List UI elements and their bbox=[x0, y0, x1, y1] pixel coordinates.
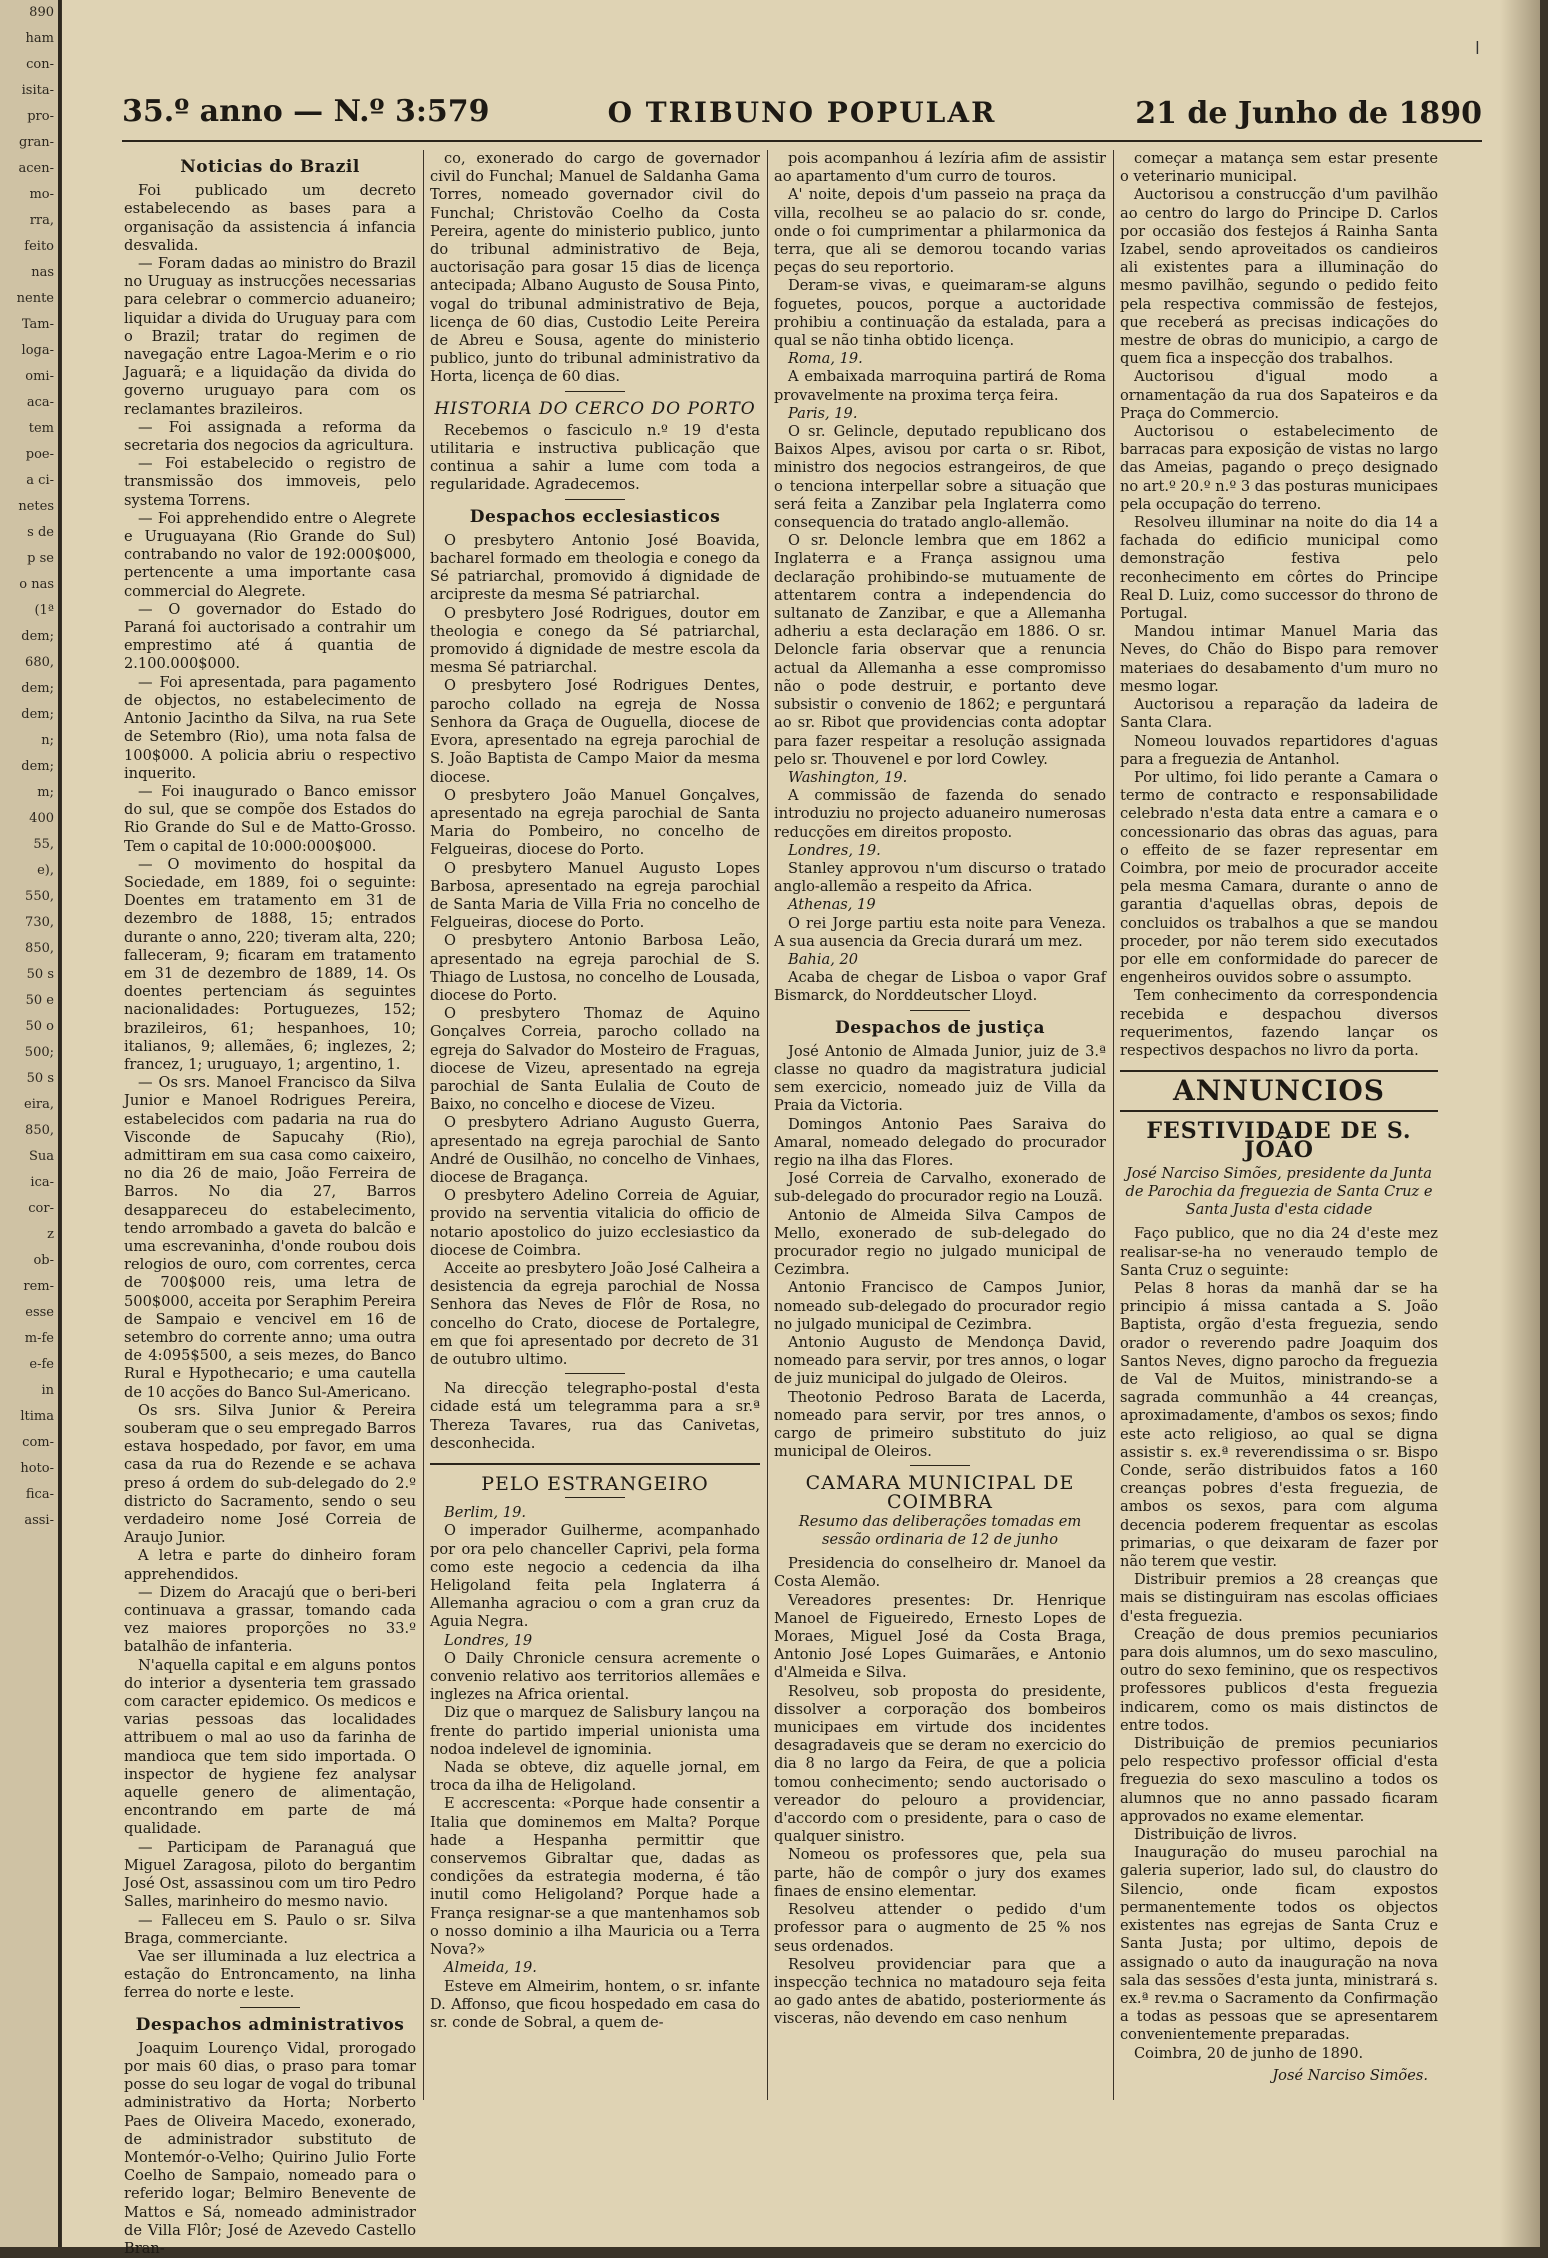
strip-fragment: a ci- bbox=[26, 473, 54, 488]
divider bbox=[565, 1497, 625, 1498]
article-body bbox=[774, 150, 1106, 350]
strip-fragment: netes bbox=[18, 499, 54, 514]
dateline: Roma, 19. bbox=[788, 350, 863, 368]
paragraph: Nada se obteve, diz aquelle jornal, em troca da ilha de Heligoland. bbox=[430, 1759, 760, 1795]
paragraph: O presbytero Antonio Barbosa Leão, apresentado na egreja parochial de S. Thiago de Lustosa, no concelho de Lousada, diocese do Porto. bbox=[430, 932, 760, 1004]
paragraph: Deram-se vivas, e queimaram-se alguns foguetes, poucos, porque a auctoridade prohibiu a continuação da estalada, para a qual se não tinha obtido licença. bbox=[774, 277, 1106, 350]
paragraph: — Foi inaugurado o Banco emissor do sul, que se compõe dos Estados do Rio Grande do Sul e de Matto-Grosso. Tem o capital de 10:000:000$000. bbox=[124, 782, 416, 855]
ink-mark-icon: ǀ bbox=[1474, 38, 1480, 59]
strip-fragment: o nas bbox=[19, 577, 54, 592]
paragraph: — O movimento do hospital da Sociedade, em 1889, foi o seguinte: Doentes em tratamento em 31 de dezembro de 1888, 15; entrados durante o anno, 220; tiveram alta, 220; falleceram, 9; ficaram em tratamento em 31 de dezembro de 1889, 14. Os doentes pertenciam ás seguintes nacionalidades: Portuguezes, 152; brazileiros, 61; hespanhoes, 10; italianos, 9; allemães, 6; inglezes, 2; francez, 1; uruguayo, 1; argentino, 1. bbox=[124, 855, 416, 1073]
strip-fragment: dem; bbox=[21, 629, 54, 644]
paragraph: Auctorisou o estabelecimento de barracas para exposição de vistas no largo das Ameias, pagando o preço designado no art.º 20.º n.º 3 das posturas municipaes pela occupação do terreno. bbox=[1120, 423, 1438, 513]
strip-fragment: fica- bbox=[25, 1487, 54, 1502]
paragraph: José Antonio de Almada Junior, juiz de 3.ª classe no quadro da magistratura judicial sem exercicio, nomeado juiz de Villa da Praia da Victoria. bbox=[774, 1042, 1106, 1115]
paragraph: Auctorisou a reparação da ladeira de Santa Clara. bbox=[1120, 696, 1438, 732]
paragraph: Resolveu illuminar na noite do dia 14 a fachada do edificio municipal como demonstração festiva pelo reconhecimento em côrtes do Principe Real D. Luiz, como successor do throno de Portugal. bbox=[1120, 514, 1438, 623]
article-body bbox=[430, 1650, 760, 1959]
strip-fragment: nas bbox=[31, 265, 54, 280]
paragraph: Inauguração do museu parochial na galeria superior, lado sul, do claustro do Silencio, onde ficam expostos permanentemente todos os objectos existentes nas egrejas de Santa Cruz e Santa Justa; por ultimo, depois de assignado o auto da inauguração na nova sala das sessões d'esta junta, ministrará s. ex.ª rev.ma o Sacramento da Confirmação a todas as pessoas que se apresentarem convenientemente preparadas. bbox=[1120, 1844, 1438, 2044]
paragraph: — Foram dadas ao ministro do Brazil no Uruguay as instrucções necessarias para celebrar o commercio aduaneiro; liquidar a divida do Uruguay para com o Brazil; tratar do regimen de navegação entre Lagoa-Merim e o rio Jaguarã; e a liquidação da divida do governo uruguayo para com os reclamantes brazileiros. bbox=[124, 255, 416, 418]
paragraph: Na direcção telegrapho-postal d'esta cidade está um telegramma para a sr.ª Thereza Tavares, rua das Canivetas, desconhecida. bbox=[430, 1380, 760, 1452]
paragraph: — Participam de Paranaguá que Miguel Zaragosa, piloto do bergantim José Ost, assassinou com um tiro Pedro Salles, marinheiro do mesmo navio. bbox=[124, 1838, 416, 1911]
strip-fragment: e-fe bbox=[29, 1357, 54, 1372]
paragraph: Distribuir premios a 28 creanças que mais se distinguiram nas escolas officiaes d'esta freguezia. bbox=[1120, 1571, 1438, 1625]
column-4 bbox=[1120, 150, 1438, 2085]
strip-fragment: 550, bbox=[25, 889, 54, 904]
paragraph: Mandou intimar Manuel Maria das Neves, do Chão do Bispo para remover materiaes do desabamento d'um muro no mesmo logar. bbox=[1120, 623, 1438, 695]
paragraph: — Dizem do Aracajú que o beri-beri continuava a grassar, tomando cada vez maiores proporções no 33.º batalhão de infanteria. bbox=[124, 1583, 416, 1656]
strip-fragment: dem; bbox=[21, 707, 54, 722]
strip-fragment: Sua bbox=[28, 1149, 54, 1164]
column-divider bbox=[767, 150, 768, 2100]
place-date: Coimbra, 20 de junho de 1890. bbox=[1134, 2044, 1364, 2062]
section-heading: Despachos ecclesiasticos bbox=[469, 506, 721, 527]
paragraph: Foi publicado um decreto estabelecendo as bases para a organisação da assistencia á infancia desvalida. bbox=[124, 182, 416, 254]
article-body bbox=[430, 422, 760, 495]
paragraph: O rei Jorge partiu esta noite para Veneza. A sua ausencia da Grecia durará um mez. bbox=[774, 914, 1106, 950]
dateline: Berlim, 19. bbox=[444, 1504, 526, 1522]
paragraph: co, exonerado do cargo de governador civil do Funchal; Manuel de Saldanha Gama Torres, nomeado governador civil do Funchal; Christovão Coelho da Costa Pereira, agente do ministerio publico, junto do tribunal administrativo de Beja, auctorisação para gosar 15 dias de licença antecipada; Albano Augusto de Sousa Pinto, vogal do tribunal administrativo de Beja, licença de 60 dias, Custodio Leite Pereira de Abreu e Sousa, agente do ministerio publico, junto do tribunal administrativo da Horta, licença de 60 dias. bbox=[430, 150, 760, 386]
strip-fragment: 890 bbox=[29, 5, 54, 20]
strip-fragment: 730, bbox=[25, 915, 54, 930]
strip-fragment: isita- bbox=[21, 83, 54, 98]
paragraph: — O governador do Estado do Paraná foi auctorisado a contrahir um emprestimo até á quantia de 2.100.000$000. bbox=[124, 600, 416, 673]
paragraph: O presbytero João Manuel Gonçalves, apresentado na egreja parochial de Santa Maria do Pombeiro, no concelho de Felgueiras, diocese do Porto. bbox=[430, 786, 760, 859]
section-heading: PELO ESTRANGEIRO bbox=[481, 1473, 709, 1496]
strip-fragment: ham bbox=[25, 31, 54, 46]
strip-fragment: e), bbox=[37, 863, 54, 878]
strip-fragment: tem bbox=[28, 421, 54, 436]
issue-number: 35.º anno — N.º 3:579 bbox=[122, 94, 490, 129]
paragraph: O imperador Guilherme, acompanhado por ora pelo chanceller Caprivi, pela forma como este negocio a cedencia da ilha Heligoland feita pela Inglaterra á Allemanha agraciou o com a gran cruz da Aguia Negra. bbox=[430, 1522, 760, 1631]
strip-fragment: 50 s bbox=[26, 1071, 54, 1086]
dateline: Bahia, 20 bbox=[788, 950, 859, 968]
section-heading: Despachos administrativos bbox=[135, 2014, 405, 2035]
strip-fragment: Tam- bbox=[21, 317, 54, 332]
divider bbox=[910, 1010, 970, 1011]
paragraph: O sr. Deloncle lembra que em 1862 a Inglaterra e a França assignou uma declaração prohibindo-se mutuamente de attentarem contra a independencia do sultanato de Zanzibar, e que a Allemanha adheriu a esta declaração em 1886. O sr. Deloncle faria observar que a renuncia actual da Allemanha a esse compromisso não o pode destruir, e portanto deve subsistir o convenio de 1862; e perguntará ao sr. Ribot que providencias conta adoptar para fazer respeitar a resolução assignada pelo sr. Thouvenel e por lord Cowley. bbox=[774, 532, 1106, 768]
paragraph: Auctorisou d'igual modo a ornamentação da rua dos Sapateiros e da Praça do Commercio. bbox=[1120, 368, 1438, 422]
paragraph: E accrescenta: «Porque hade consentir a Italia que dominemos em Malta? Porque hade a Hespanha permittir que conservemos Gibraltar que, dadas as condições da estrategia moderna, é tão inutil como Heligoland? Porque hade a França resignar-se a que mantenhamos sob o nosso dominio a ilha Mauricia ou a Terra Nova?» bbox=[430, 1795, 760, 1959]
paragraph: Recebemos o fasciculo n.º 19 d'esta utilitaria e instructiva publicação que continua a sahir a lume com toda a regularidade. Agradecemos. bbox=[430, 421, 760, 494]
strip-fragment: com- bbox=[22, 1435, 54, 1450]
strip-fragment: m-fe bbox=[24, 1331, 54, 1346]
paragraph: Antonio Francisco de Campos Junior, nomeado sub-delegado do procurador regio no julgado municipal de Cezimbra. bbox=[774, 1279, 1106, 1333]
strip-fragment: z bbox=[47, 1227, 54, 1242]
paragraph: A commissão de fazenda do senado introduziu no projecto aduaneiro numerosas reducções em direitos proposto. bbox=[774, 787, 1106, 841]
strip-fragment: rra, bbox=[29, 213, 54, 228]
strip-fragment: 400 bbox=[29, 811, 54, 826]
dateline: Londres, 19 bbox=[444, 1631, 533, 1649]
paragraph: Distribuição de livros. bbox=[1134, 1826, 1298, 1844]
paragraph: O sr. Gelincle, deputado republicano dos Baixos Alpes, avisou por carta o sr. Ribot, ministro dos negocios estrangeiros, de que o tenciona interpellar sobre a situação que será feita a Zanzibar pela Inglaterra como consequencia do tratado anglo-allemão. bbox=[774, 423, 1106, 532]
section-heading: CAMARA MUNICIPAL DE COIMBRA bbox=[805, 1472, 1075, 1513]
strip-fragment: (1ª bbox=[34, 603, 54, 618]
strip-fragment: mo- bbox=[29, 187, 54, 202]
paragraph: Resolveu, sob proposta do presidente, dissolver a corporação dos bombeiros municipaes em virtude dos incidentes desagradaveis que se deram no exercicio do dia 8 no largo da Feira, de que a policia tomou conhecimento; sendo auctorisado o vereador do pelouro a providenciar, d'accordo com o presidente, para o caso de qualquer sinistro. bbox=[774, 1682, 1106, 1846]
paragraph: Distribuição de premios pecuniarios pelo respectivo professor official d'esta freguezia do sexo masculino a todos os alumnos que no anno passado ficaram approvados no exame elementar. bbox=[1120, 1735, 1438, 1825]
strip-fragment: acen- bbox=[18, 161, 54, 176]
strip-fragment: assi- bbox=[24, 1513, 54, 1528]
paragraph: A embaixada marroquina partirá de Roma provavelmente na proxima terça feira. bbox=[774, 368, 1106, 404]
strip-fragment: s de bbox=[27, 525, 54, 540]
strip-fragment: rem- bbox=[23, 1279, 54, 1294]
section-heading: HISTORIA DO CERCO DO PORTO bbox=[434, 398, 756, 419]
strip-fragment: ltima bbox=[20, 1409, 54, 1424]
strip-fragment: in bbox=[41, 1383, 54, 1398]
paragraph: — Falleceu em S. Paulo o sr. Silva Braga, commerciante. bbox=[124, 1911, 416, 1947]
strip-fragment: dem; bbox=[21, 759, 54, 774]
article-body bbox=[430, 532, 760, 1369]
paragraph: — Foi apprehendido entre o Alegrete e Uruguayana (Rio Grande do Sul) contrabando no valor de 192:000$000, pertencente a uma importante casa commercial do Alegrete. bbox=[124, 509, 416, 600]
article-body bbox=[774, 1555, 1106, 2028]
paragraph: Resolveu providenciar para que a inspecção technica no matadouro seja feita ao gado antes de abatido, posteriormente ás visceras, não devendo em caso nenhum bbox=[774, 1955, 1106, 2028]
paragraph: Diz que o marquez de Salisbury lançou na frente do partido imperial unionista uma nodoa indelevel de ignominia. bbox=[430, 1704, 760, 1758]
article-body bbox=[1120, 150, 1438, 1060]
newspaper-title: O TRIBUNO POPULAR bbox=[607, 96, 997, 129]
paragraph: — Foi assignada a reforma da secretaria dos negocios da agricultura. bbox=[124, 418, 416, 455]
paragraph: O Daily Chronicle censura acremente o convenio relativo aos territorios allemães e inglezes na Africa oriental. bbox=[430, 1649, 760, 1704]
paragraph: Antonio Augusto de Mendonça David, nomeado para servir, por tres annos, o logar de juiz municipal do julgado de Oleiros. bbox=[774, 1334, 1106, 1388]
paragraph: Resolveu attender o pedido d'um professor para o augmento de 25 % nos seus ordenados. bbox=[774, 1901, 1106, 1955]
paragraph: — Foi estabelecido o registro de transmissão dos immoveis, pelo systema Torrens. bbox=[124, 455, 416, 509]
paragraph: Acceite ao presbytero João José Calheira a desistencia da egreja parochial de Nossa Senhora das Neves de Flôr de Rosa, no concelho do Crato, diocese de Portalegre, em que foi apresentado por decreto de 31 de outubro ultimo. bbox=[430, 1259, 760, 1368]
column-3 bbox=[774, 150, 1106, 2029]
paragraph: Tem conhecimento da correspondencia recebida e despachou diversos requerimentos, fazendo lançar os respectivos despachos no livro da porta. bbox=[1120, 987, 1438, 1059]
announcements-heading: ANNUNCIOS bbox=[1173, 1074, 1385, 1108]
strip-fragment: eira, bbox=[24, 1097, 54, 1112]
paragraph: O presbytero José Rodrigues, doutor em theologia e conego da Sé patriarchal, promovido á dignidade de mestre escola da mesma Sé patriarchal. bbox=[430, 604, 760, 677]
paragraph: Joaquim Lourenço Vidal, prorogado por mais 60 dias, o praso para tomar posse do seu logar de vogal do tribunal administrativo da Horta; Norberto Paes de Oliveira Macedo, exonerado, de administrador substituto de Montemór-o-Velho; Quirino Julio Forte Coelho de Sampaio, nomeado para o referido logar; Belmiro Benevente de Mattos e Sá, nomeado administrador de Villa Flôr; José de Azevedo Castello Bran- bbox=[124, 2039, 416, 2257]
adjacent-page-strip bbox=[0, 0, 61, 2247]
strip-fragment: 55, bbox=[33, 837, 54, 852]
strip-fragment: 850, bbox=[25, 941, 54, 956]
article-body bbox=[430, 1380, 760, 1453]
paragraph: Domingos Antonio Paes Saraiva do Amaral, nomeado delegado do procurador regio na ilha das Flores. bbox=[774, 1115, 1106, 1169]
divider bbox=[1120, 1070, 1438, 1072]
paragraph: Esteve em Almeirim, hontem, o sr. infante D. Affonso, que ficou hospedado em casa do sr. conde de Sobral, a quem de- bbox=[430, 1977, 760, 2031]
strip-fragment: n; bbox=[41, 733, 54, 748]
paragraph: N'aquella capital e em alguns pontos do interior a dysenteria tem grassado com caracter epidemico. Os medicos e varias pessoas das localidades attribuem o mal ao uso da farinha de mandioca que tem sido importada. O inspector de hygiene fez analysar aquelle genero de alimentação, encontrando em parte de má qualidade. bbox=[124, 1656, 416, 1838]
section-heading: Despachos de justiça bbox=[835, 1017, 1045, 1038]
strip-fragment: p se bbox=[27, 551, 54, 566]
strip-fragment: hoto- bbox=[20, 1461, 54, 1476]
strip-fragment: nente bbox=[16, 291, 54, 306]
article-body bbox=[1120, 1225, 1438, 2044]
strip-fragment: feito bbox=[24, 239, 54, 254]
strip-fragment: gran- bbox=[18, 135, 54, 150]
divider bbox=[240, 2007, 300, 2008]
dateline: Washington, 19. bbox=[788, 768, 908, 786]
paragraph: Pelas 8 horas da manhã dar se ha principio á missa cantada a S. João Baptista, orgão d'esta freguezia, sendo orador o reverendo padre Joaquim dos Santos Neves, digno parocho da freguezia de Val de Muitos, ministrando-se a sagrada communhão a 44 creanças, aproximadamente, d'ambos os sexos; findo este acto religioso, ao qual se digna assistir s. ex.ª reverendissima o sr. Bispo Conde, serão distribuidos fatos a 160 creanças pobres d'esta freguezia, de ambos os sexos, para com alguma decencia poderem frequentar as escolas primarias, o que deixaram de fazer por não terem que vestir. bbox=[1120, 1279, 1438, 1571]
paragraph: A letra e parte do dinheiro foram apprehendidos. bbox=[124, 1547, 416, 1583]
paragraph: Creação de dous premios pecuniarios para dois alumnos, um do sexo masculino, outro do sexo feminino, que os respectivos professores publicos d'esta freguezia indicarem, como os mais distinctos de entre todos. bbox=[1120, 1625, 1438, 1734]
article-body bbox=[774, 423, 1106, 769]
section-heading: Noticias do Brazil bbox=[180, 157, 360, 177]
strip-fragment: 50 s bbox=[26, 967, 54, 982]
paragraph: pois acompanhou á lezíria afim de assistir ao apartamento d'um curro de touros. bbox=[774, 150, 1106, 186]
paragraph: O presbytero Manuel Augusto Lopes Barbosa, apresentado na egreja parochial de Santa Maria de Villa Fria no concelho de Felgueiras, diocese do Porto. bbox=[430, 859, 760, 932]
divider bbox=[565, 391, 625, 392]
festivity-subheading: José Narciso Simões, presidente da Junta de Parochia da freguezia de Santa Cruz e Santa Justa d'esta cidade bbox=[1125, 1164, 1433, 1219]
strip-fragment: poe- bbox=[25, 447, 54, 462]
strip-fragment: con- bbox=[26, 57, 54, 72]
column-1 bbox=[124, 150, 416, 2258]
strip-fragment: 850, bbox=[25, 1123, 54, 1138]
paragraph: Nomeou os professores que, pela sua parte, hão de compôr o jury dos exames finaes de ensino elementar. bbox=[774, 1846, 1106, 1900]
paragraph: Stanley approvou n'um discurso o tratado anglo-allemão a respeito da Africa. bbox=[774, 859, 1106, 896]
paragraph: Vereadores presentes: Dr. Henrique Manoel de Figueiredo, Ernesto Lopes de Moraes, Miguel José da Costa Braga, Antonio José Lopes Guimarães, e Antonio d'Almeida e Silva. bbox=[774, 1591, 1106, 1682]
article-body bbox=[124, 2040, 416, 2258]
paragraph: Presidencia do conselheiro dr. Manoel da Costa Alemão. bbox=[774, 1555, 1106, 1591]
strip-fragment: loga- bbox=[21, 343, 54, 358]
paragraph: Theotonio Pedroso Barata de Lacerda, nomeado para servir, por tres annos, o cargo de primeiro substituto do juiz municipal de Oleiros. bbox=[774, 1388, 1106, 1461]
divider bbox=[430, 1463, 760, 1465]
paragraph: O presbytero Adriano Augusto Guerra, apresentado na egreja parochial de Santo André de Ousilhão, no concelho de Vinhaes, diocese de Bragança. bbox=[430, 1114, 760, 1186]
strip-fragment: m; bbox=[37, 785, 54, 800]
strip-fragment: esse bbox=[25, 1305, 54, 1320]
divider bbox=[565, 499, 625, 500]
strip-fragment: 50 o bbox=[25, 1019, 54, 1034]
paragraph: — Foi apresentada, para pagamento de objectos, no estabelecimento de Antonio Jacintho da Silva, na rua Sete de Setembro (Rio), uma nota falsa de 100$000. A policia abriu o respectivo inquerito. bbox=[124, 673, 416, 782]
dateline: Athenas, 19 bbox=[788, 896, 876, 914]
paragraph: O presbytero José Rodrigues Dentes, parocho collado na egreja de Nossa Senhora da Graça de Ouguella, diocese de Evora, apresentado na egreja parochial de S. João Baptista de Campo Maior da mesma diocese. bbox=[430, 677, 760, 786]
issue-date: 21 de Junho de 1890 bbox=[1135, 96, 1482, 131]
newspaper-page bbox=[62, 0, 1540, 2257]
paragraph: O presbytero Antonio José Boavida, bacharel formado em theologia e conego da Sé patriarchal, promovido á dignidade de arcipreste da mesma Sé patriarchal. bbox=[430, 531, 760, 604]
article-body bbox=[430, 150, 760, 387]
paragraph: Auctorisou a construcção d'um pavilhão ao centro do largo do Principe D. Carlos por occasião dos festejos á Rainha Santa Izabel, sendo aproveitados os candieiros ali existentes para a illuminação do mesmo pavilhão, segundo o pedido feito pela respectiva commissão de festejos, que receberá as precisas indicações do mestre de obras do municipio, a cargo de quem fica a inspecção dos trabalhos. bbox=[1120, 186, 1438, 368]
column-2 bbox=[430, 150, 760, 2032]
strip-fragment: pro- bbox=[27, 109, 54, 124]
paragraph: Nomeou louvados repartidores d'aguas para a freguezia de Antanhol. bbox=[1120, 732, 1438, 768]
strip-fragment: dem; bbox=[21, 681, 54, 696]
strip-fragment: ob- bbox=[33, 1253, 54, 1268]
masthead bbox=[122, 90, 1482, 142]
paragraph: A' noite, depois d'um passeio na praça da villa, recolheu se ao palacio do sr. conde, onde o foi cumprimentar a philarmonica da terra, que ali se demorou tocando varias peças do seu reportorio. bbox=[774, 186, 1106, 277]
column-divider bbox=[1113, 150, 1114, 2100]
article-body bbox=[124, 182, 416, 2002]
strip-fragment: ica- bbox=[30, 1175, 54, 1190]
paragraph: O presbytero Adelino Correia de Aguiar, provido na serventia vitalicia do officio de notario apostolico do juizo ecclesiastico da diocese de Coimbra. bbox=[430, 1187, 760, 1259]
strip-fragment: 50 e bbox=[25, 993, 54, 1008]
strip-fragment: 680, bbox=[25, 655, 54, 670]
paragraph: Por ultimo, foi lido perante a Camara o termo de contracto e responsabilidade celebrado n'esta data entre a camara e o concessionario das obras das aguas, para o effeito de se fazer representar em Coimbra, por meio de procurador acceite pela mesma Camara, durante o anno de garantia d'aquellas obras, depois de concluidos os trabalhos a que se mandou proceder, por não terem sido executados por elle em conformidade do parecer de engenheiros ouvidos sobre o assumpto. bbox=[1120, 768, 1438, 987]
dateline: Almeida, 19. bbox=[444, 1959, 537, 1977]
article-body bbox=[774, 1043, 1106, 1462]
strip-fragment: aca- bbox=[26, 395, 54, 410]
divider bbox=[565, 1373, 625, 1374]
strip-fragment: omi- bbox=[25, 369, 54, 384]
paragraph: começar a matança sem estar presente o veterinario municipal. bbox=[1120, 150, 1438, 186]
paragraph: O presbytero Thomaz de Aquino Gonçalves Correia, parocho collado na egreja do Salvador do Mosteiro de Fraguas, diocese de Vizeu, apresentado na egreja parochial de Santa Eulalia de Couto de Baixo, no concelho e diocese de Vizeu. bbox=[430, 1005, 760, 1114]
divider bbox=[910, 1465, 970, 1466]
paragraph: José Correia de Carvalho, exonerado de sub-delegado do procurador regio na Louzã. bbox=[774, 1170, 1106, 1206]
paragraph: Os srs. Silva Junior & Pereira souberam que o seu empregado Barros estava hospedado, por favor, em uma casa da rua do Rezende e se achava preso á ordem do sub-delegado do 2.º districto do Sacramento, sendo o seu verdadeiro nome José Correia de Araujo Junior. bbox=[124, 1401, 416, 1547]
festivity-heading: FESTIVIDADE DE S. JOÃO bbox=[1146, 1118, 1412, 1163]
paragraph: Vae ser illuminada a luz electrica a estação do Entroncamento, na linha ferrea do norte e leste. bbox=[124, 1947, 416, 2002]
paragraph: — Os srs. Manoel Francisco da Silva Junior e Manoel Rodrigues Pereira, estabelecidos com padaria na rua do Visconde de Sapucahy (Rio), admittiram em sua casa como caixeiro, no dia 26 de maio, João Ferreira de Barros. No dia 27, Barros desappareceu do estabelecimento, tendo arrombado a gaveta do balcão e uma escrevaninha, d'onde roubou dois relogios de ouro, com correntes, cerca de 700$000 reis, uma letra de 500$000, acceita por Seraphim Pereira de Sampaio e vencivel em 16 de setembro do corrente anno; uma outra de 4:095$500, a seis mezes, do Banco Rural e Hypothecario; e uma cautella de 10 acções do Banco Sul-Americano. bbox=[124, 1074, 416, 1401]
paragraph: Acaba de chegar de Lisboa o vapor Graf Bismarck, do Norddeutscher Lloyd. bbox=[774, 969, 1106, 1005]
paragraph: Antonio de Almeida Silva Campos de Mello, exonerado de sub-delegado do procurador regio no julgado municipal de Cezimbra. bbox=[774, 1206, 1106, 1279]
strip-fragment: 500; bbox=[24, 1045, 54, 1060]
signature: José Narciso Simões. bbox=[1272, 2066, 1428, 2084]
dateline: Paris, 19. bbox=[788, 404, 858, 422]
subheading: Resumo das deliberações tomadas em sessão ordinaria de 12 de junho bbox=[798, 1512, 1082, 1549]
column-divider bbox=[423, 150, 424, 2100]
dateline: Londres, 19. bbox=[788, 841, 881, 859]
divider bbox=[1120, 1110, 1438, 1112]
paragraph: Faço publico, que no dia 24 d'este mez realisar-se-ha no veneraudo templo de Santa Cruz o seguinte: bbox=[1120, 1225, 1438, 1279]
strip-fragment: cor- bbox=[28, 1201, 54, 1216]
